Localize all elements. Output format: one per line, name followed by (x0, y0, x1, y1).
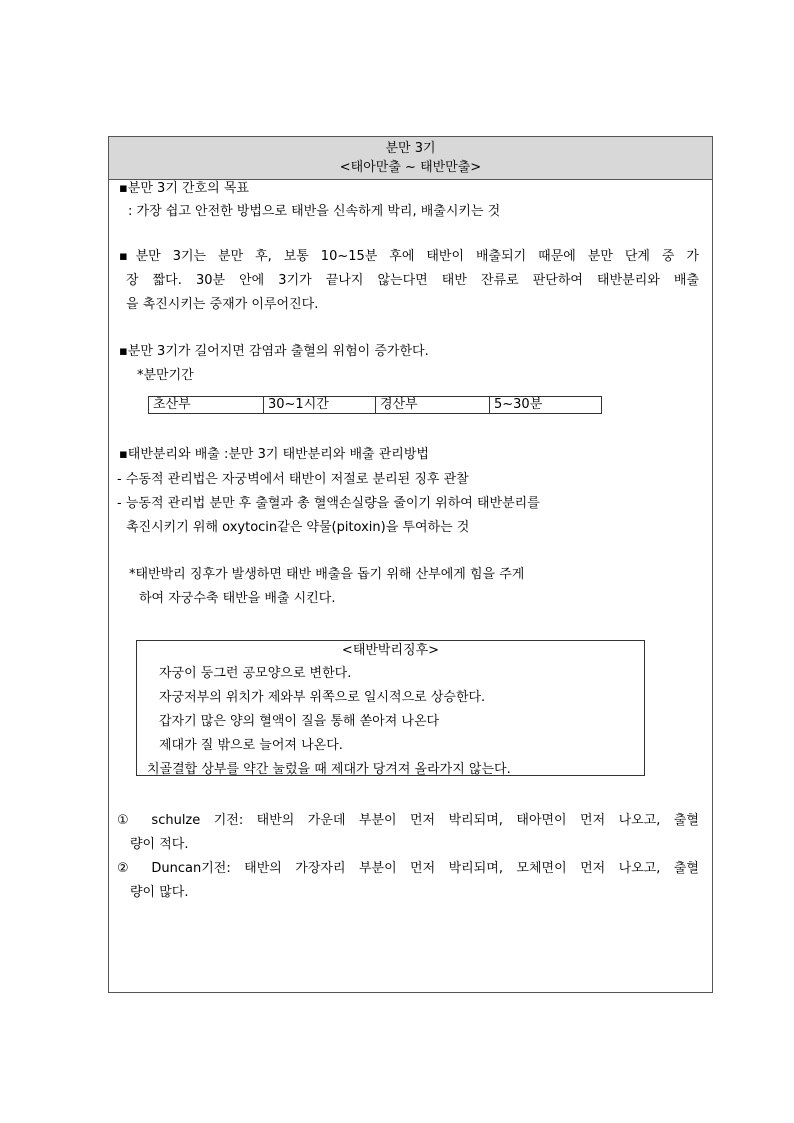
duncan-line1: ② Duncan기전: 태반의 가장자리 부분이 먼저 박리되며, 모체면이 먼저 나오고, 출혈 (117, 861, 699, 876)
schulze-line1: ① schulze 기전: 태반의 가운데 부분이 먼저 박리되며, 태아면이 먼저 나오고, 출혈 (117, 813, 699, 828)
placental-separation-signs-box (136, 640, 645, 776)
para1-line1: ▪분만 3기는 분만 후, 보통 10~15분 후에 태반이 배출되기 때문에 분만 단계 중 가 (119, 249, 699, 264)
sign-item: 제대가 질 밖으로 늘어져 나온다. (159, 738, 343, 753)
document-frame (108, 136, 713, 993)
signs-title: <태반박리징후> (341, 643, 440, 658)
section-title: 분만 3기 (385, 141, 436, 156)
sign-item: 자궁저부의 위치가 제와부 위쪽으로 일시적으로 상승한다. (159, 690, 486, 705)
goal-heading: ▪분만 3기 간호의 목표 (119, 181, 249, 196)
primipara-label: 초산부 (149, 397, 264, 414)
para2: ▪분만 3기가 길어지면 감염과 출혈의 위험이 증가한다. (119, 344, 429, 359)
active-management-line2: 촉진시키기 위해 oxytocin같은 약물(pitoxin)을 투여하는 것 (126, 520, 470, 535)
section-subtitle: <태아만출 ~ 태반만출> (339, 160, 482, 175)
period-table (148, 396, 602, 414)
para1-line2: 장 짧다. 30분 안에 3기가 끝나지 않는다면 태반 잔류로 판단하여 태반분리와 배출 (126, 273, 699, 288)
schulze-line2: 량이 적다. (130, 837, 189, 852)
multipara-label: 경산부 (376, 397, 490, 414)
sign-item: 치골결합 상부를 약간 눌렀을 때 제대가 당겨져 올라가지 않는다. (147, 762, 511, 777)
note-line2: 하여 자궁수축 태반을 배출 시킨다. (139, 591, 336, 606)
period-label: *분만기간 (137, 368, 194, 383)
sign-item: 자궁이 둥그런 공모양으로 변한다. (159, 666, 352, 681)
para1-line3: 을 촉진시키는 중재가 이루어진다. (126, 297, 319, 312)
duncan-line2: 량이 많다. (130, 885, 189, 900)
goal-text: : 가장 쉽고 안전한 방법으로 태반을 신속하게 박리, 배출시키는 것 (128, 204, 501, 219)
sign-item: 갑자기 많은 양의 혈액이 질을 통해 쏟아져 나온다 (159, 714, 440, 729)
primipara-value: 30~1시간 (264, 397, 376, 414)
section-header (109, 137, 712, 180)
active-management-line1: - 능동적 관리법 분만 후 출혈과 총 혈액손실량을 줄이기 위하여 태반분리를 (117, 496, 540, 511)
management-heading: ▪태반분리와 배출 :분만 3기 태반분리와 배출 관리방법 (119, 447, 429, 462)
multipara-value: 5~30분 (490, 397, 602, 414)
note-line1: *태반박리 징후가 발생하면 태반 배출을 돕기 위해 산부에게 힘을 주게 (129, 567, 525, 582)
passive-management: - 수동적 관리법은 자궁벽에서 태반이 저절로 분리된 징후 관찰 (117, 472, 469, 487)
